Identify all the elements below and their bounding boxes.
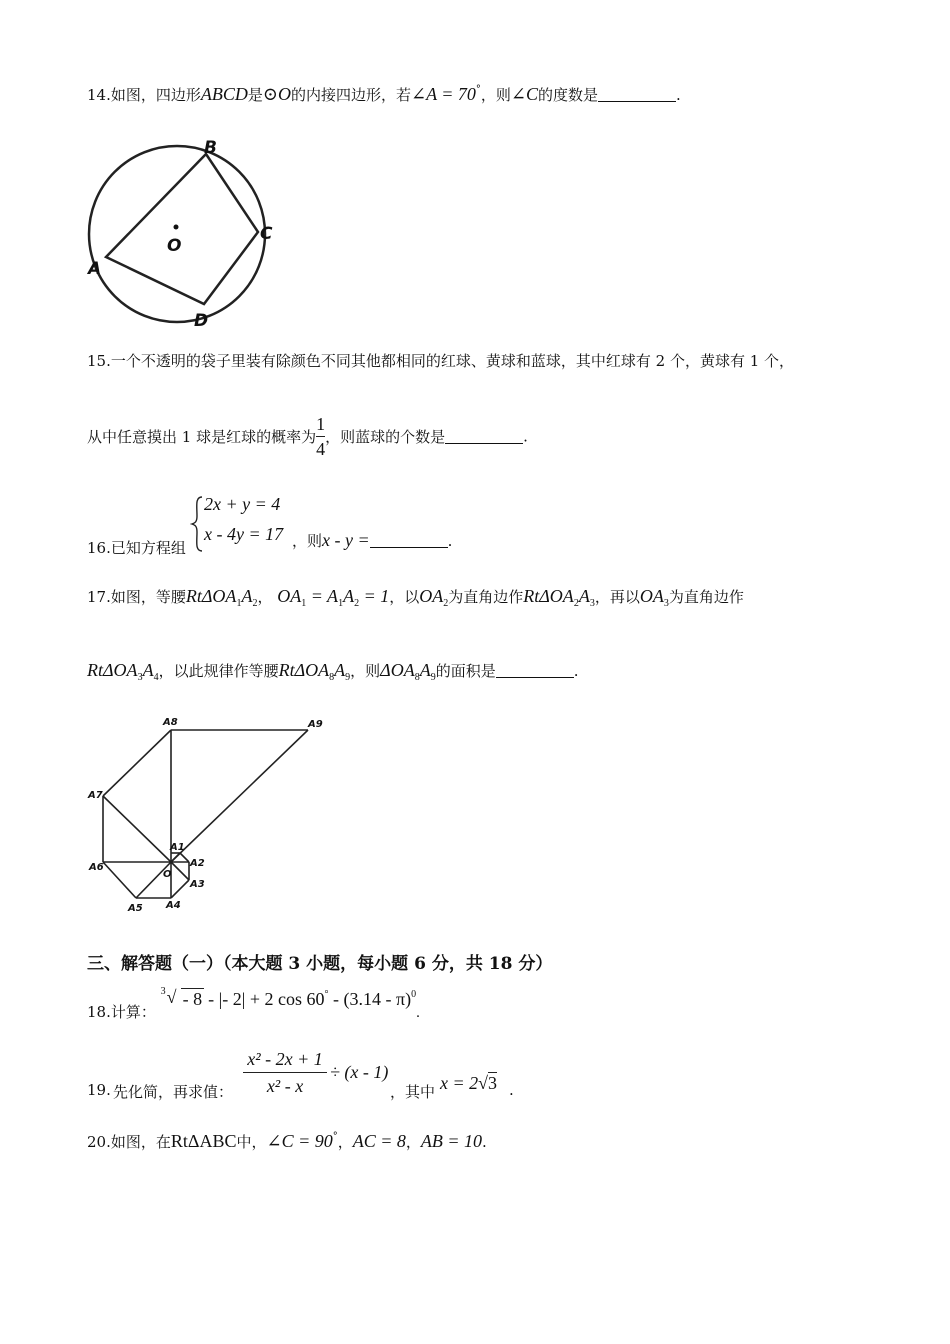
q14-text: ，则 — [480, 86, 511, 104]
q17-text: 为直角边作 — [668, 588, 744, 606]
label-b: B — [204, 138, 217, 158]
answer-blank — [370, 533, 448, 548]
q16-expr: x - y = — [322, 530, 370, 550]
q19-fraction: x² - 2x + 1 x² - x — [243, 1048, 327, 1097]
q20-angle: ∠C = 90 — [266, 1131, 333, 1151]
q14-circle-figure — [86, 132, 286, 337]
q16-text: 已知方程组 — [110, 539, 186, 557]
q20-text: 如图，在 — [110, 1133, 171, 1151]
q18-line — [87, 988, 420, 1022]
period: . — [676, 86, 681, 104]
answer-blank — [445, 429, 523, 444]
q14-text: 的内接四边形，若 — [290, 86, 411, 104]
label-a4: A4 — [166, 900, 181, 911]
label-a6: A6 — [89, 862, 104, 873]
label-a5: A5 — [128, 903, 143, 914]
q20-rt: RtΔABC — [170, 1131, 237, 1151]
q16-text: ，则 — [292, 532, 323, 550]
q14-line — [87, 84, 681, 105]
q17-eq: $OA_1 = A_1A_2 = 1$ — [277, 586, 390, 609]
label-a9: A9 — [308, 719, 323, 730]
q14-text: 如图，四边形 — [110, 86, 201, 104]
circle-o — [89, 146, 265, 322]
cube-root: 3 √ - 8 — [160, 986, 203, 1009]
section-3-heading: 三、解答题（一）（本大题 3 小题，每小题 6 分，共 18 分） — [87, 954, 553, 974]
q18-text: 计算： — [110, 1003, 156, 1021]
q17-text: ，以此规律作等腰 — [158, 662, 279, 680]
q19-number: 19. — [87, 1081, 111, 1099]
q15-line1 — [87, 350, 794, 371]
q14-text: 是 — [247, 86, 263, 104]
q17-text: ， — [257, 588, 273, 606]
label-a3: A3 — [190, 879, 205, 890]
label-a8: A8 — [163, 717, 178, 728]
q17-text: 如图，等腰 — [110, 588, 186, 606]
answer-blank — [598, 87, 676, 102]
q16-eq1: 2x + y = 4 — [204, 494, 281, 514]
q17-text: ，则 — [350, 662, 381, 680]
degree: ° — [475, 84, 481, 95]
q14-quad: ABCD — [200, 84, 248, 104]
q20-text: ， — [405, 1133, 421, 1151]
label-a1: A1 — [170, 842, 185, 853]
q14-angle-c: ∠C — [510, 84, 539, 104]
label-a: A — [88, 259, 102, 279]
fraction-numerator: 1 — [316, 414, 326, 434]
q16-number: 16. — [87, 539, 111, 557]
q18-expression: 3 √ - 8 - |- 2| + 2 cos 60° - (3.14 - π)$^0_.$ — [160, 986, 420, 1021]
q19-text: ，其中 — [390, 1083, 436, 1101]
q15-text2a: 从中任意摸出 1 球是红球的概率为 — [87, 428, 317, 446]
label-o: O — [167, 236, 182, 256]
q15-fraction — [316, 412, 325, 461]
q20-text: ， — [337, 1133, 353, 1151]
q15-line2 — [87, 412, 528, 461]
q20-ab: AB = 10 — [420, 1131, 483, 1151]
q17-tri: $\Delta OA_8A_9$ — [380, 660, 436, 683]
q16-number-line — [87, 537, 186, 558]
label-o: O — [163, 869, 172, 880]
label-a7: A7 — [88, 790, 103, 801]
q17-rt8: $Rt\Delta OA_8A_9$ — [278, 660, 351, 683]
label-a2: A2 — [190, 858, 205, 869]
period: . — [447, 532, 453, 550]
q17-rt2: $Rt\Delta OA_2A_3$ — [523, 586, 595, 609]
q14-angle-a: ∠A = 70 — [411, 84, 476, 104]
period: . — [523, 427, 528, 446]
q17-number: 17. — [87, 588, 111, 606]
q17-spiral-figure — [86, 712, 326, 917]
q15-text2b: ，则蓝球的个数是 — [325, 428, 446, 446]
period: . — [573, 662, 579, 680]
degree: ° — [332, 1131, 338, 1142]
fraction-denominator: 4 — [316, 439, 326, 459]
q20-text: 中， — [236, 1133, 267, 1151]
q14-number: 14. — [87, 86, 111, 104]
q15-number: 15. — [87, 352, 111, 370]
answer-blank — [496, 663, 574, 678]
label-d: D — [194, 311, 209, 331]
q20-line — [87, 1131, 487, 1152]
q17-rt1: $Rt\Delta OA_1A_2$ — [185, 586, 258, 609]
q20-ac: AC = 8 — [352, 1131, 406, 1151]
q17-text: ，以 — [389, 588, 420, 606]
q16-tail — [292, 530, 452, 551]
q17-text: ，再以 — [594, 588, 640, 606]
q17-text: 为直角边作 — [448, 588, 524, 606]
brace — [190, 496, 204, 552]
q17-line2 — [87, 660, 579, 683]
q16-eq2: x - 4y = 17 — [204, 524, 284, 544]
q19-text: 先化简，再求值： — [113, 1083, 234, 1101]
period: . — [482, 1133, 487, 1151]
q15-text: 一个不透明的袋子里装有除颜色不同其他都相同的红球、黄球和蓝球，其中红球有 2 个，黄球有 1 个， — [110, 352, 795, 370]
center-dot — [174, 225, 179, 230]
q14-circle: ⊙O — [262, 84, 291, 104]
q19-x-value: x = 2√3 — [440, 1073, 498, 1093]
q17-oa2: $OA_2$ — [419, 586, 449, 609]
q17-oa3: $OA_3$ — [639, 586, 669, 609]
q17-rt3: $Rt\Delta OA_3A_4$ — [87, 660, 159, 683]
label-c: C — [260, 224, 273, 244]
q20-number: 20. — [87, 1133, 111, 1151]
q14-text: 的度数是 — [538, 86, 599, 104]
period: . — [509, 1081, 514, 1099]
q17-text: 的面积是 — [435, 662, 496, 680]
q17-line1 — [87, 586, 744, 609]
q18-number: 18. — [87, 1003, 111, 1021]
q19-divide: ÷ (x - 1) — [330, 1062, 389, 1082]
quadrilateral — [106, 154, 258, 304]
